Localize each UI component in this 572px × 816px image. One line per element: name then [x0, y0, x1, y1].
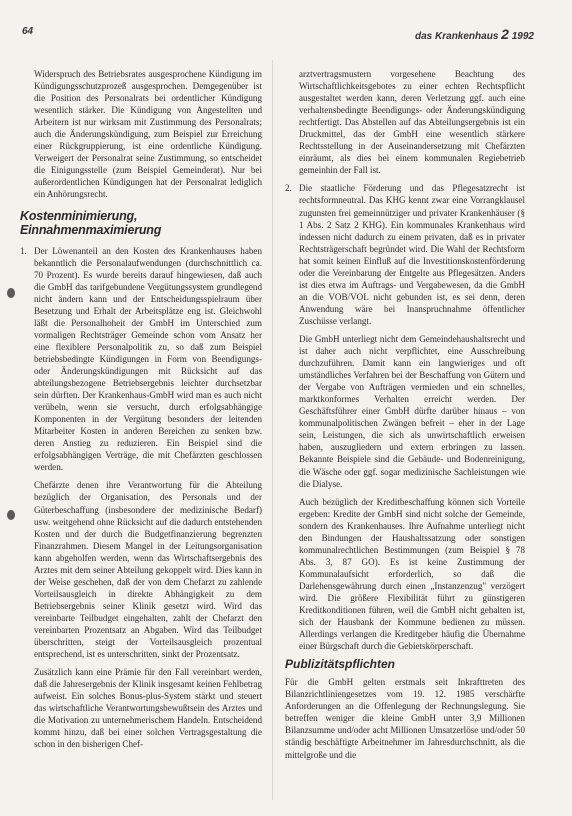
item-number: 2.: [285, 183, 292, 194]
page-number: 64: [22, 26, 34, 37]
paragraph: Für die GmbH gelten erstmals seit Inkrafttreten des Bilanzrichtliniengesetzes vom 19. 12. 1985 verschärfte Anforderungen an die Offenlegung der Rechnungslegung. Sie betreffen weniger die kleine GmbH unter 3,9 Millionen Bilanzsumme und/oder acht Millionen Umsatzerlöse und/oder 50 ständig beschäftigte Arbeitnehmer im Jahresdurchschnitt, als die mittelgroße und die: [285, 677, 525, 760]
punch-hole-mark: [7, 510, 15, 520]
year: 1992: [511, 31, 534, 42]
paragraph: Zusätzlich kann eine Prämie für den Fall vereinbart werden, daß die Jahresergebnis der Klinik insgesamt keinen Fehlbetrag aufweist. Ein solches Bonus-plus-System stärkt und steuert das wirtschaftliche Verantwortungsbewußtsein des Arztes und die Motivation zu unternehmerischem Handeln. Entscheidend kommt hinzu, daß bei einer solchen Vertragsgestaltung die schon in den bisherigen Chef-: [34, 667, 262, 750]
section-heading: Publizitätspflichten: [285, 657, 396, 672]
list-item: [20, 245, 262, 751]
paragraph: Die GmbH unterliegt nicht dem Gemeindehaushaltsrecht und ist daher auch nicht verpflichtet, eine Ausschreibung durchzuführen. Damit kann ein langwieriges und oft umständliches Verfahren bei der Beschaffung von Gütern und der Vergabe von Aufträgen vermieden und ein schnelles, marktkonformes Verhalten erreicht werden. Der Geschäftsführer einer GmbH dürfte darüber hinaus – von kommunalpolitischen Zwängen befreit – eher in der Lage sein, Leistungen, die sich als unwirtschaftlich erweisen haben, auszugliedern und extern erbringen zu lassen. Bekannte Beispiele sind die Gebäude- und Bodenreinigung, die Wäsche oder ggf. sogar medizinische Sachleistungen wie die Dialyse.: [299, 333, 525, 489]
journal-name: das Krankenhaus: [415, 31, 499, 42]
right-column: [285, 68, 525, 767]
paragraph: Chefärzte denen ihre Verantwortung für die Abteilung bezüglich der Organisation, des Personals und der Güterbeschaffung (insbesondere der medizinische Bedarf) usw. weitgehend ohne Rücksicht auf die dadurch entstehenden Kosten und der durch die Budgetfinanzierung begrenzten Finanzrahmen. Diesem Mangel in der Leitungsorganisation kann abgeholfen werden, wenn das Wirtschaftsergebnis des Arztes mit dem seiner Abteilung gekoppelt wird. Dies kann in der Weise geschehen, daß der von dem Chefarzt zu zahlende Vorteilsausgleich in direkte Abhängigkeit zu dem Betriebsergebnis seiner Klinik gesetzt wird. Wird das vereinbarte Teilbudget eingehalten, zahlt der Chefarzt den vereinbarten Prozentsatz an Abgaben. Wird das Teilbudget überschritten, steigt der Vorteilsausgleich prozentual entsprechend, ist es unterschritten, sinkt der Prozentsatz.: [34, 480, 262, 660]
paragraph: arztvertragsmustern vorgesehene Beachtung des Wirtschaftlichkeitsgebotes zu einer echten Rechtspflicht ausgestaltet werden kann, deren Verletzung ggf. auch eine verhaltensbedingte Beendigungs- oder Änderungskündigung rechtfertigt. Das Abstellen auf das Abteilungsergebnis ist ein Druckmittel, das der GmbH eine wesentlich stärkere Rechtsstellung in der Auseinandersetzung mit Chefärzten einräumt, als dies bei einem kommunalen Regiebetrieb gemeinhin der Fall ist.: [299, 69, 525, 176]
list-item: [285, 182, 525, 652]
issue-number: 2: [501, 26, 509, 42]
paragraph: Die staatliche Förderung und das Pflegesatzrecht ist rechtsformneutral. Das KHG kennt zwar eine Vorrangklausel zugunsten frei gemeinnütziger und privater Krankenhäuser (§ 1 Abs. 2 Satz 2 KHG). Ein kommunales Krankenhaus wird indessen nicht dadurch zu einem privaten, daß es in privater Rechtsträgerschaft begründet wird. Die Wahl der Rechtsform hat somit keinen Einfluß auf die Investitionskostenförderung oder die Vereinbarung der Entgelte aus Pflegesätzen. Anders ist dies etwa im Auftrags- und Vergabewesen, da die GmbH an die VOB/VOL nicht gebunden ist, es sei denn, deren Anwendung wäre bei Inanspruchnahme öffentlicher Zuschüsse verlangt.: [299, 183, 525, 326]
section-heading: Kostenminimierung, Einnahmenmaximierung: [20, 208, 162, 237]
left-column: [20, 68, 262, 756]
punch-hole-mark: [7, 288, 15, 298]
paragraph: Der Löwenanteil an den Kosten des Krankenhauses haben bekanntlich die Personalaufwendungen (durchschnittlich ca. 70 Prozent). Es wurde bereits darauf hingewiesen, daß auch die GmbH das tarifgebundene Vergütungssystem grundlegend nicht ändern kann und der Entscheidungsspielraum über Besetzung und Erhalt der Arbeitsplätze eng ist. Gleichwohl läßt die Personalhoheit der GmbH im Unterschied zum vormaligen Rechtsträger Gemeinde schon vom Ansatz her eine flexiblere Personalpolitik zu, so daß zum Beispiel betriebsbedingte Kündigungen in Form von Beendigungs- oder Änderungskündigungen mit Rücksicht auf das abteilungsbezogene Betriebsergebnis leichter durchsetzbar sein dürften. Der Krankenhaus-GmbH wird man es auch nicht verübeln, wenn sie versucht, durch erfolgsabhängige Komponenten in der Vergütung besonders der leitenden Mitarbeiter Kosten in anderen Bereichen zu senken bzw. deren Anstieg zu reduzieren. Ein Beispiel sind die erfolgsabhängigen Verträge, die mit Chefärzten geschlossen werden.: [34, 245, 262, 473]
paragraph: Widerspruch des Betriebsrates ausgesprochene Kündigung im Kündigungsschutzprozeß ausgesprochen. Demgegenüber ist die Position des Personalrats bei ordentlicher Kündigung wesentlich stärker. Die Kündigung von Angestellten und Arbeitern ist nur wirksam mit Zustimmung des Personalrats; auch die Änderungskündigung, zum Beispiel zur Erreichung einer Rückgruppierung, ist eine ordentliche Kündigung. Verweigert der Personalrat seine Zustimmung, so entscheidet die Einigungsstelle (zum Beispiel Gemeinderat). Nur bei außerordentlichen Kündigungen hat der Personalrat lediglich ein Anhörungsrecht.: [34, 69, 262, 200]
journal-header: [415, 26, 534, 42]
paragraph: Auch bezüglich der Kreditbeschaffung können sich Vorteile ergeben: Kredite der GmbH sind nicht solche der Gemeinde, sondern des Krankenhauses. Ihre Aufnahme unterliegt nicht den Bindungen der Haushaltssatzung oder sonstigen kommunalrechtlichen Bestimmungen (zum Beispiel § 78 Abs. 3, 87 GO). Es ist keine Zustimmung der Kommunalaufsicht erforderlich, so daß die Darlehensgewährung durch einen „Instanzenzug" verzögert wird. Die größere Flexibilität führt zu günstigeren Kreditkonditionen führen, weil die GmbH nicht gehalten ist, sich der Hausbank der Kommune bedienen zu müssen. Allerdings verlangen die Kreditgeber häufig die Übernahme einer Bürgschaft durch die Gebietskörperschaft.: [299, 496, 525, 652]
column-divider: [272, 60, 273, 800]
item-number: 1.: [20, 245, 27, 256]
